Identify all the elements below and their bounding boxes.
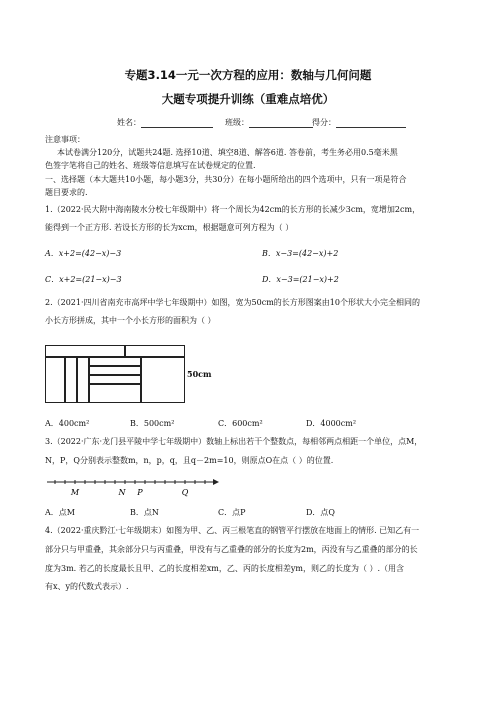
small-rectangle — [141, 357, 185, 403]
figure-width-label: 50cm — [187, 369, 212, 379]
small-rectangle — [89, 366, 141, 375]
name-label: 姓名： — [117, 118, 141, 127]
point-p-label: P — [137, 488, 143, 497]
q3-option-a[interactable]: A．点M — [45, 508, 75, 517]
small-rectangle — [65, 357, 77, 403]
arrowhead-icon — [213, 479, 219, 485]
q3-line-2: N，P，Q分别表示整数m，n，p，q，且q－2m=10，则原点O在点（ ）的位置. — [45, 456, 334, 465]
q2-option-a[interactable]: A．400cm² — [45, 419, 90, 428]
small-rectangle — [125, 345, 185, 357]
point-n-label: N — [118, 488, 126, 497]
q2-figure — [45, 345, 185, 403]
q3-option-d[interactable]: D．点Q — [306, 508, 335, 517]
small-rectangle — [45, 345, 125, 357]
q2-option-c[interactable]: C．600cm² — [218, 419, 263, 428]
class-blank[interactable] — [249, 119, 313, 128]
q2-line-2: 小长方形拼成，其中一个小长方形的面积为（ ） — [45, 316, 216, 325]
number-line — [45, 476, 220, 502]
q2-line-1: 2.（2021·四川省南充市高坪中学七年级期中）如图，宽为50cm的长方形图案由10个形状大小完全相同的 — [45, 298, 420, 307]
score-blank[interactable] — [336, 119, 406, 128]
score-label: 得分： — [312, 118, 336, 127]
score-field[interactable] — [312, 117, 406, 128]
small-rectangle — [89, 384, 141, 403]
class-field[interactable] — [225, 117, 313, 128]
name-blank[interactable] — [141, 119, 213, 128]
section1-line-2: 题目要求的. — [45, 188, 88, 197]
point-m-label: M — [70, 488, 80, 497]
small-rectangle — [45, 357, 65, 403]
class-label: 班级： — [225, 118, 249, 127]
point-q-label: Q — [181, 488, 189, 497]
q4-line-1: 4.（2022·重庆黔江·七年级期末）如图为甲、乙、丙三根笔直的钢管平行摆放在地面上的情形. 已知乙有一 — [45, 526, 420, 535]
q2-option-d[interactable]: D．4000cm² — [306, 419, 357, 428]
q4-line-2: 部分只与甲重叠，其余部分只与丙重叠，甲没有与乙重叠的部分的长度为2m，丙没有与乙重叠的部分的长 — [45, 545, 418, 554]
q4-line-4: 有x、y的代数式表示）. — [45, 582, 129, 591]
q3-option-b[interactable]: B．点N — [130, 508, 159, 517]
q1-option-a[interactable]: A．x+2=(42−x)−3 — [45, 249, 122, 258]
q2-option-b[interactable]: B．500cm² — [130, 419, 175, 428]
page-subtitle: 大题专项提升训练（重难点培优） — [161, 92, 335, 106]
notes-heading: 注意事项： — [45, 135, 85, 144]
small-rectangle — [89, 375, 141, 384]
q3-line-1: 3.（2022·广东·龙门县平陵中学七年级期中）数轴上标出若干个整数点，每相邻两点相距一个单位，点M， — [45, 437, 423, 446]
small-rectangle — [89, 357, 141, 366]
q1-option-d[interactable]: D．x−3=(21−x)+2 — [262, 275, 339, 284]
notes-line-1: 本试卷满分120分，试题共24题. 选择10道、填空8道、解答6道. 答卷前，考生务必用0.5毫米黑 — [57, 148, 398, 157]
small-rectangle — [77, 357, 89, 403]
page-title: 专题3.14一元一次方程的应用：数轴与几何问题 — [124, 68, 372, 82]
q1-option-b[interactable]: B．x−3=(42−x)+2 — [262, 249, 339, 258]
q3-option-c[interactable]: C．点P — [218, 508, 246, 517]
q1-line-2: 能得到一个正方形. 若设长方形的长为xcm，根据题意可列方程为（ ） — [45, 223, 294, 232]
notes-line-2: 色签字笔将自己的姓名、班级等信息填写在试卷规定的位置. — [45, 161, 256, 170]
q1-option-c[interactable]: C．x+2=(21−x)−3 — [45, 275, 122, 284]
section1-line-1: 一、选择题（本大题共10小题，每小题3分，共30分）在每小题所给出的四个选项中，只有一项是符合 — [45, 175, 407, 184]
name-field[interactable] — [117, 117, 213, 128]
q1-line-1: 1.（2022·民大附中海南陵水分校七年级期中）将一个周长为42cm的长方形的长减少3cm，宽增加2cm， — [45, 205, 421, 214]
q4-line-3: 度为3m. 若乙的长度最长且甲、乙的长度相差xm，乙、丙的长度相差ym，则乙的长度为（ ）.（用含 — [45, 564, 405, 573]
